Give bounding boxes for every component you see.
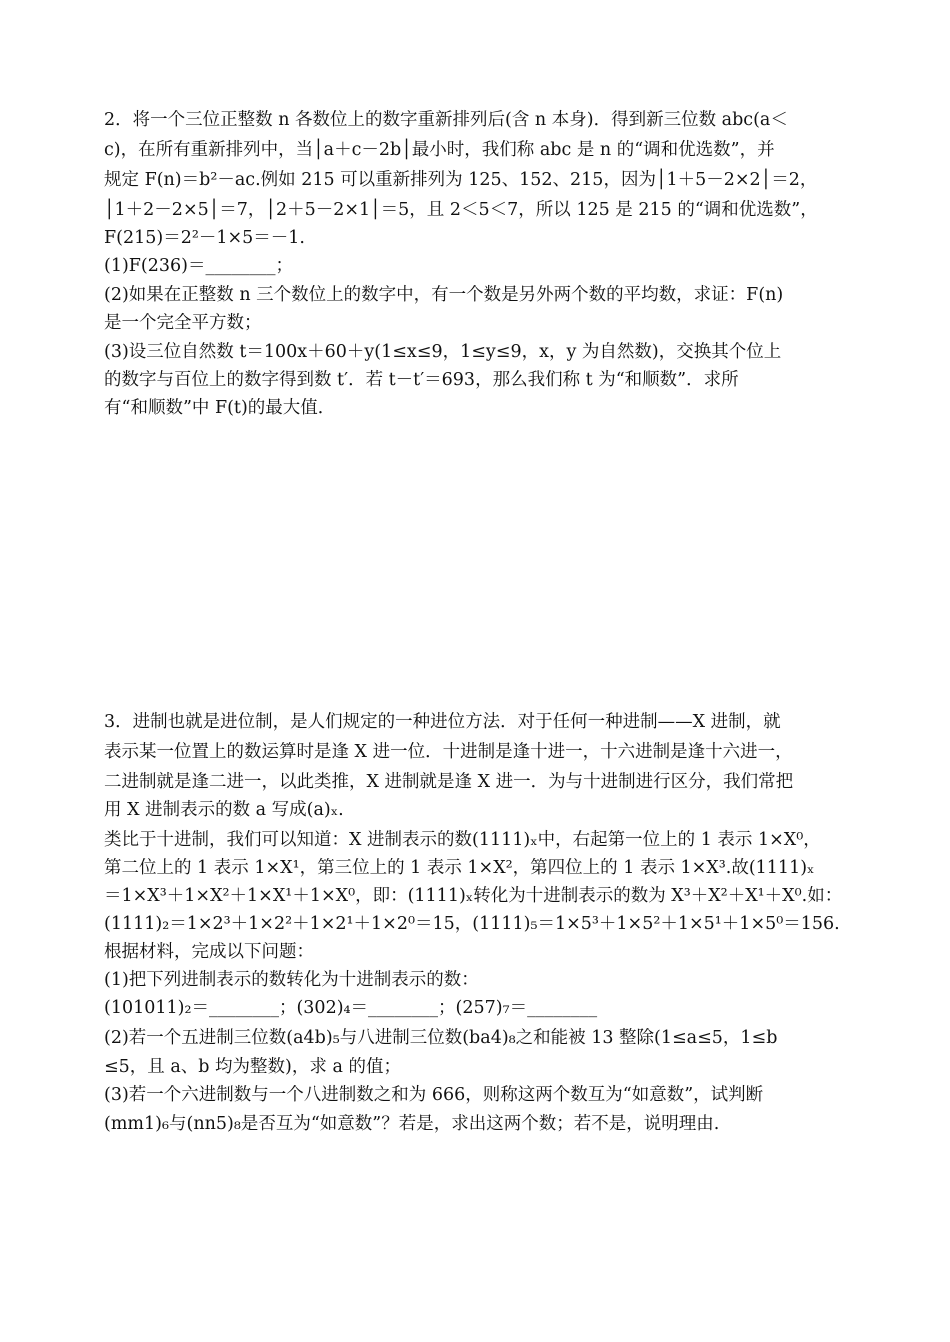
problem-3-line: (1)把下列进制表示的数转化为十进制表示的数：: [104, 970, 479, 990]
problem-3-line: 二进制就是逢二进一，以此类推，X 进制就是逢 X 进一．为与十进制进行区分，我们常把: [104, 772, 794, 792]
problem-2-line: c)，在所有重新排列中，当│a＋c－2b│最小时，我们称 abc 是 n 的“调和优选数”，并: [104, 140, 775, 160]
problem-3-line: 表示某一位置上的数运算时是逢 X 进一位．十进制是逢十进一，十六进制是逢十六进一，: [104, 742, 793, 762]
problem-3-line: (101011)₂＝________；(302)₄＝________；(257)₇＝________: [104, 998, 598, 1018]
problem-3-line: (3)若一个六进制数与一个八进制数之和为 666，则称这两个数互为“如意数”，试判断: [104, 1085, 764, 1105]
problem-3-line: (2)若一个五进制三位数(a4b)₅与八进制三位数(ba4)₈之和能被 13 整除(1≤a≤5，1≤b: [104, 1028, 778, 1048]
problem-2-line: 是一个完全平方数；: [104, 313, 262, 333]
problem-2-line: │1＋2－2×5│＝7，│2＋5－2×1│＝5，且 2＜5＜7，所以 125 是 215 的“调和优选数”，: [104, 200, 818, 220]
problem-3-line: 类比于十进制，我们可以知道：X 进制表示的数(1111)ₓ中，右起第一位上的 1 表示 1×X⁰，: [104, 830, 821, 850]
problem-3-line: ≤5，且 a、b 均为整数)，求 a 的值；: [104, 1057, 401, 1077]
problem-2-line: 2．将一个三位正整数 n 各数位上的数字重新排列后(含 n 本身)．得到新三位数 abc(a＜: [104, 110, 788, 130]
problem-2-line: 的数字与百位上的数字得到数 t′．若 t－t′＝693，那么我们称 t 为“和顺数”．求所: [104, 370, 739, 390]
problem-2-line: (2)如果在正整数 n 三个数位上的数字中，有一个数是另外两个数的平均数，求证：F(n): [104, 285, 784, 305]
problem-3-line: (1111)₂＝1×2³＋1×2²＋1×2¹＋1×2⁰＝15，(1111)₅＝1×5³＋1×5²＋1×5¹＋1×5⁰＝156.: [104, 914, 840, 934]
problem-3-line: (mm1)₆与(nn5)₈是否互为“如意数”？若是，求出这两个数；若不是，说明理由.: [104, 1114, 720, 1134]
problem-2-line: (1)F(236)＝________；: [104, 256, 293, 276]
problem-3-line: 第二位上的 1 表示 1×X¹，第三位上的 1 表示 1×X²，第四位上的 1 表示 1×X³.故(1111)ₓ: [104, 858, 815, 878]
problem-2-line: (3)设三位自然数 t＝100x＋60＋y(1≤x≤9，1≤y≤9，x，y 为自然数)，交换其个位上: [104, 342, 782, 362]
problem-3-line: ＝1×X³＋1×X²＋1×X¹＋1×X⁰，即：(1111)ₓ转化为十进制表示的数为 X³＋X²＋X¹＋X⁰.如：: [104, 886, 843, 906]
problem-3-line: 3．进制也就是进位制，是人们规定的一种进位方法．对于任何一种进制——X 进制，就: [104, 712, 781, 732]
problem-3-line: 根据材料，完成以下问题：: [104, 942, 314, 962]
problem-2-line: 规定 F(n)＝b²－ac.例如 215 可以重新排列为 125、152、215，因为│1＋5－2×2│＝2，: [104, 170, 818, 190]
problem-3-line: 用 X 进制表示的数 a 写成(a)ₓ.: [104, 800, 344, 820]
problem-2-line: 有“和顺数”中 F(t)的最大值．: [104, 398, 336, 418]
problem-2-line: F(215)＝2²－1×5＝－1.: [104, 228, 305, 248]
